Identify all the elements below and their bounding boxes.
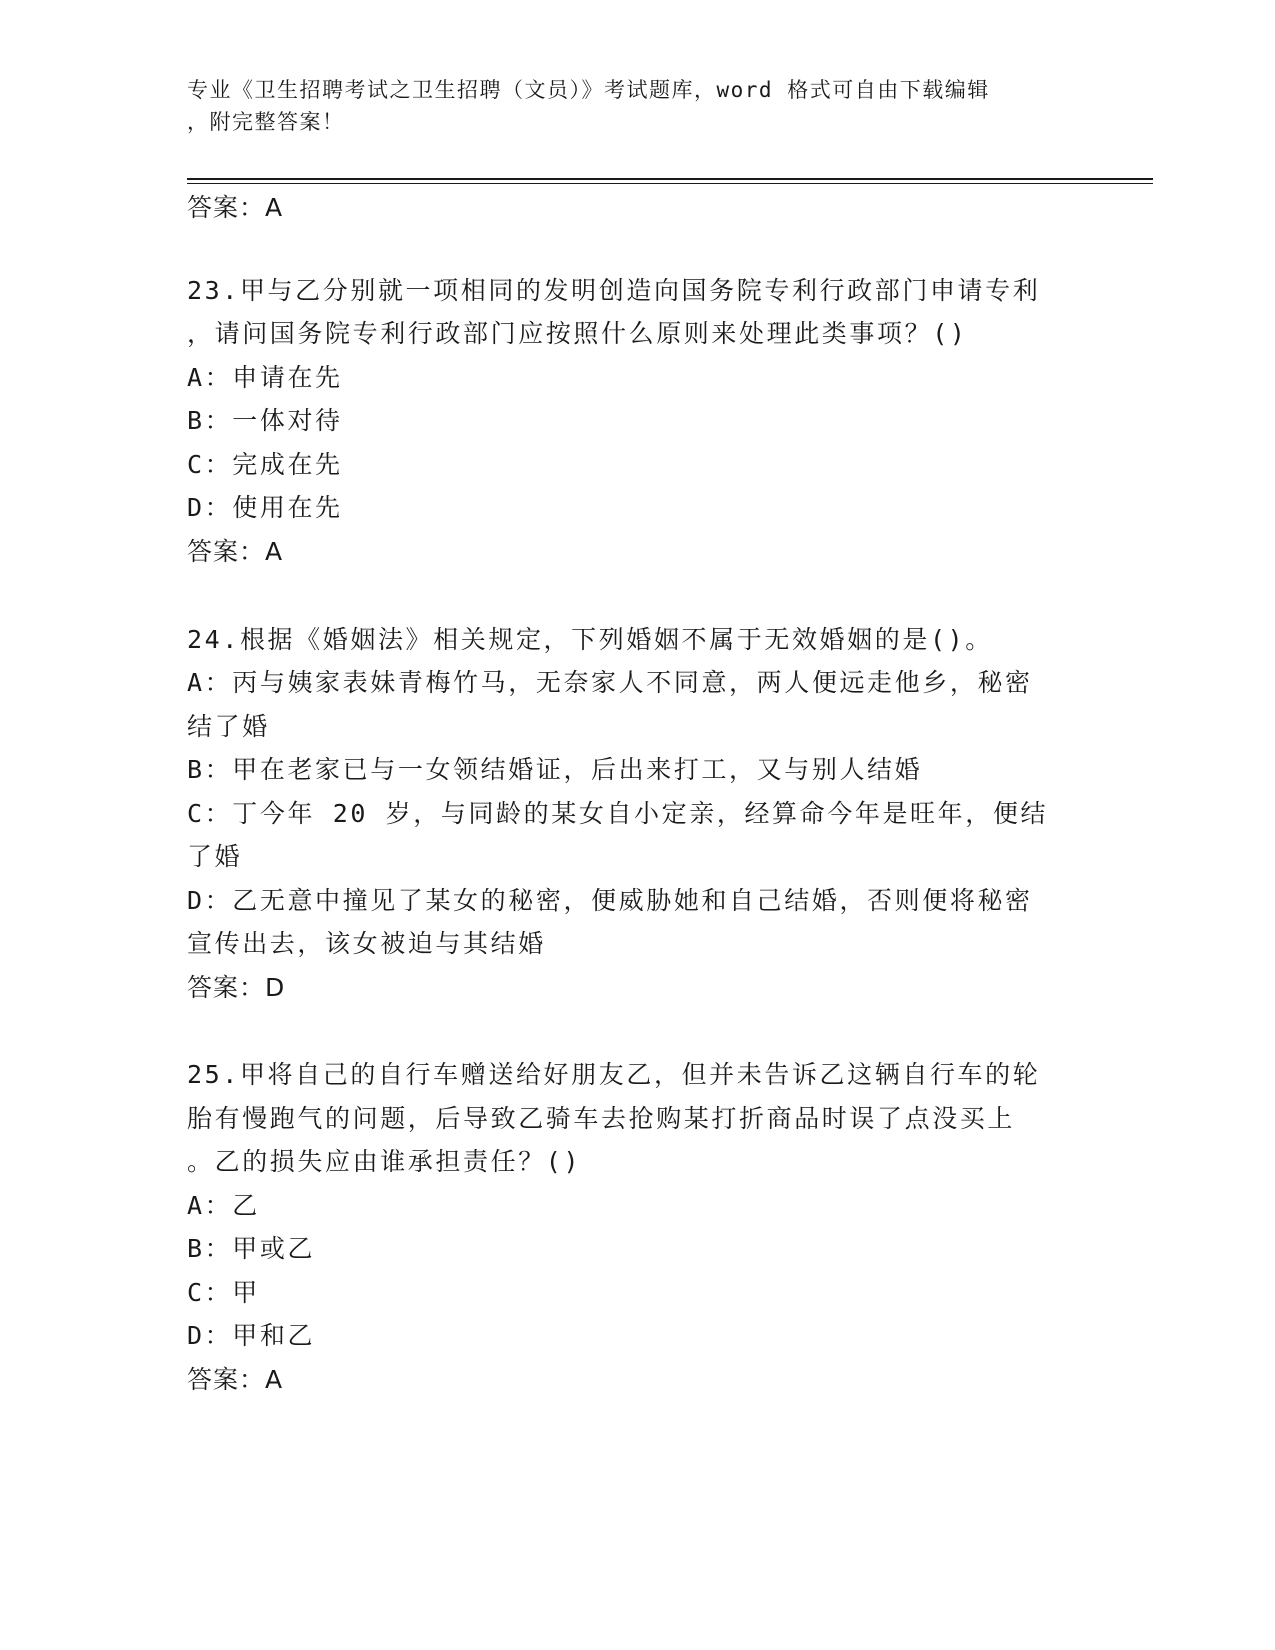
header-divider-thick <box>187 178 1153 180</box>
question-stem-line: 胎有慢跑气的问题，后导致乙骑车去抢购某打折商品时误了点没买上 <box>187 1104 1016 1133</box>
header-line-2: ，附完整答案！ <box>187 110 345 134</box>
previous-answer: 答案：A <box>187 193 284 222</box>
option-c: C：完成在先 <box>187 450 343 479</box>
option-c: C：丁今年 20 岁，与同龄的某女自小定亲，经算命今年是旺年，便结 <box>187 799 1049 828</box>
option-d: D：甲和乙 <box>187 1321 316 1350</box>
option-d: D：使用在先 <box>187 493 343 522</box>
answer: 答案：D <box>187 973 286 1002</box>
option-d: D：乙无意中撞见了某女的秘密，便威胁她和自己结婚，否则便将秘密 <box>187 886 1033 915</box>
option-b: B：甲在老家已与一女领结婚证，后出来打工，又与别人结婚 <box>187 755 923 784</box>
document-header <box>187 74 1067 138</box>
question-stem-line: 24.根据《婚姻法》相关规定，下列婚姻不属于无效婚姻的是()。 <box>187 625 993 654</box>
question-stem-line: 23.甲与乙分别就一项相同的发明创造向国务院专利行政部门申请专利 <box>187 276 1041 305</box>
option-a: A：申请在先 <box>187 363 343 392</box>
option-b: B：甲或乙 <box>187 1234 316 1263</box>
header-line-1: 专业《卫生招聘考试之卫生招聘（文员）》考试题库，word 格式可自由下载编辑 <box>187 78 990 102</box>
answer: 答案：A <box>187 1365 284 1394</box>
option-a-continued: 结了婚 <box>187 712 270 741</box>
question-stem-line: 25.甲将自己的自行车赠送给好朋友乙，但并未告诉乙这辆自行车的轮 <box>187 1060 1041 1089</box>
question-stem-line: ，请问国务院专利行政部门应按照什么原则来处理此类事项？() <box>187 319 968 348</box>
option-d-continued: 宣传出去，该女被迫与其结婚 <box>187 929 546 958</box>
option-c: C：甲 <box>187 1278 260 1307</box>
option-a: A：丙与姨家表妹青梅竹马，无奈家人不同意，两人便远走他乡，秘密 <box>187 668 1033 697</box>
question-stem-line: 。乙的损失应由谁承担责任？() <box>187 1147 582 1176</box>
option-a: A：乙 <box>187 1191 260 1220</box>
answer: 答案：A <box>187 537 284 566</box>
option-b: B：一体对待 <box>187 406 343 435</box>
option-c-continued: 了婚 <box>187 842 243 871</box>
header-divider-thin <box>187 183 1153 184</box>
